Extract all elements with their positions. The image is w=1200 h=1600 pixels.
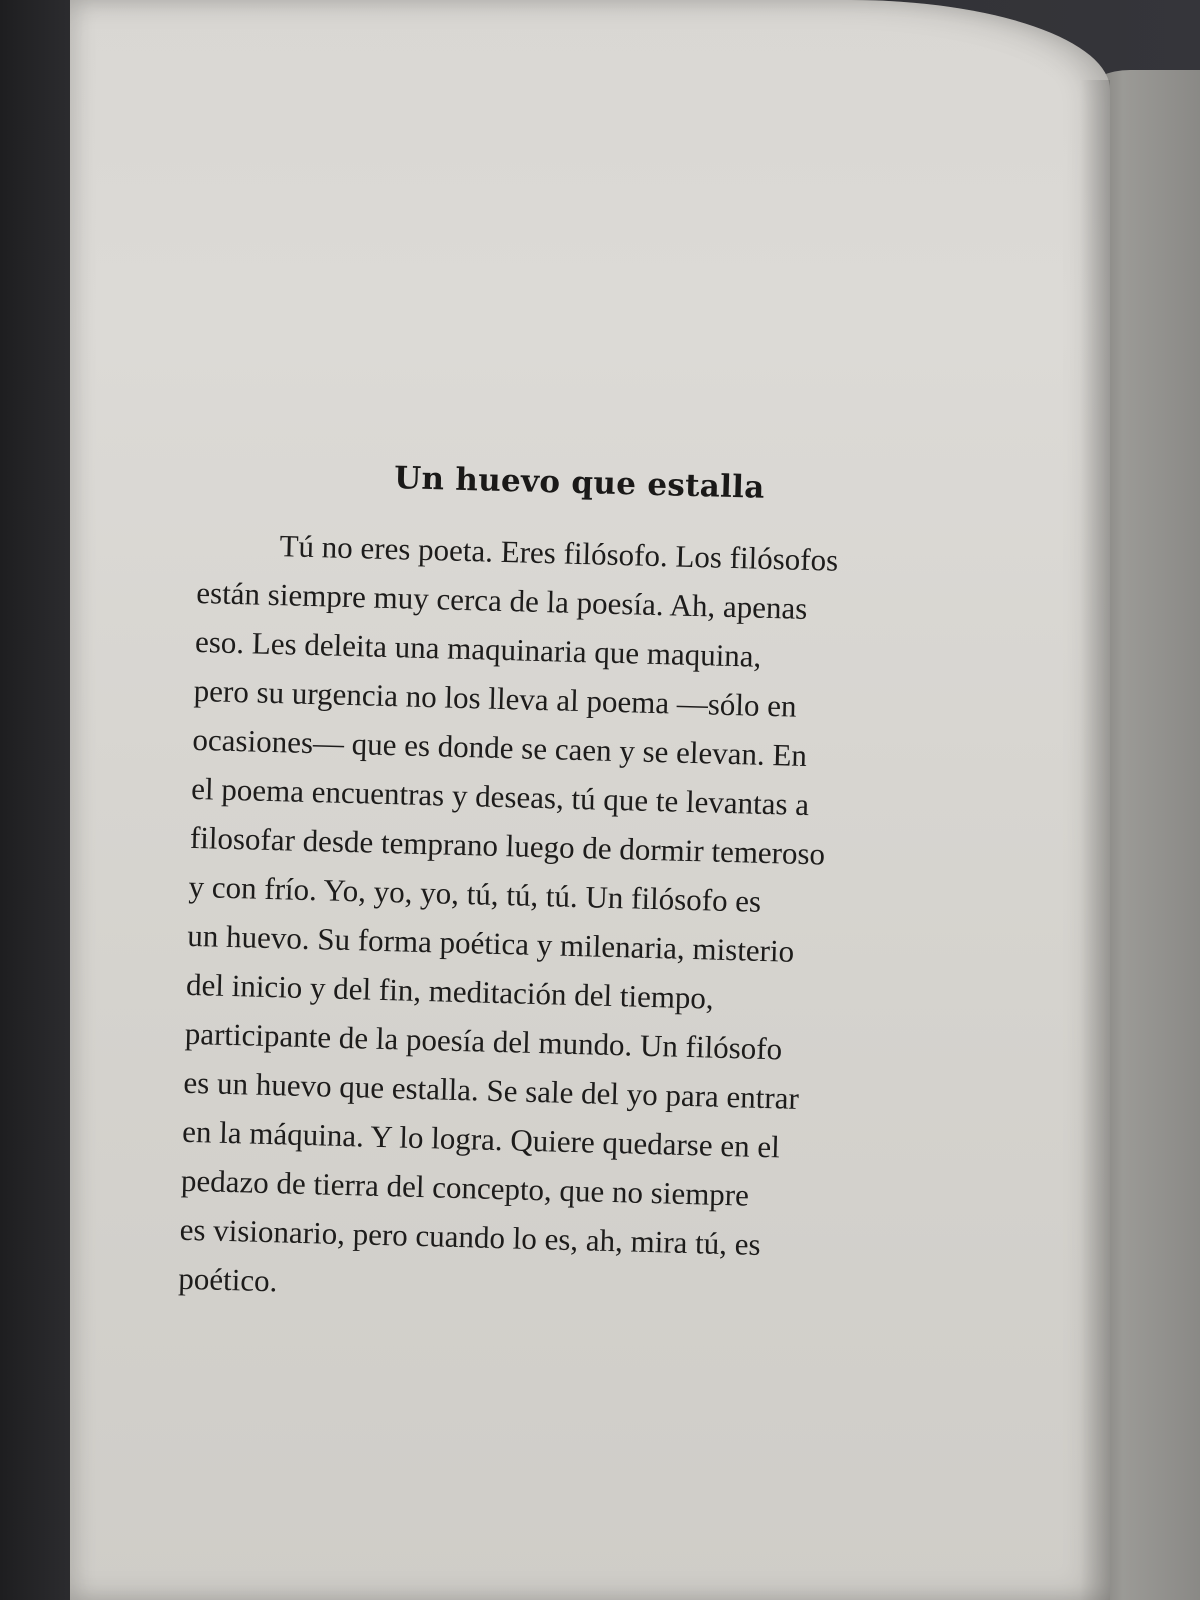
text-line: Tú no eres poeta. Eres filósofo. Los filósofos <box>279 528 839 578</box>
text-line: un huevo. Su forma poética y milenaria, misterio <box>186 917 795 969</box>
book-page <box>70 0 1110 1600</box>
text-line: filosofar desde temprano luego de dormir temeroso <box>189 819 826 872</box>
text-line: el poema encuentras y deseas, tú que te levantas a <box>190 770 810 823</box>
text-line: eso. Les deleita una maquinaria que maquina, <box>194 623 762 674</box>
text-line: y con frío. Yo, yo, yo, tú, tú, tú. Un filósofo es <box>188 868 762 919</box>
essay-body <box>178 519 958 1323</box>
essay <box>178 455 960 1323</box>
text-line: del inicio y del fin, meditación del tiempo, <box>185 966 715 1016</box>
essay-title: Un huevo que estalla <box>393 460 766 506</box>
text-line: pero su urgencia no los lleva al poema —sólo en <box>193 672 798 724</box>
text-line: participante de la poesía del mundo. Un filósofo <box>184 1015 783 1067</box>
text-line: ocasiones— que es donde se caen y se elevan. En <box>192 721 808 773</box>
text-line: en la máquina. Y lo logra. Quiere quedarse en el <box>181 1113 781 1165</box>
text-line: poético. <box>177 1260 278 1299</box>
text-line: es visionario, pero cuando lo es, ah, mira tú, es <box>179 1211 762 1262</box>
text-line: pedazo de tierra del concepto, que no siempre <box>180 1162 750 1213</box>
text-line: es un huevo que estalla. Se sale del yo para entrar <box>183 1064 800 1116</box>
text-line: están siempre muy cerca de la poesía. Ah, apenas <box>195 574 808 626</box>
